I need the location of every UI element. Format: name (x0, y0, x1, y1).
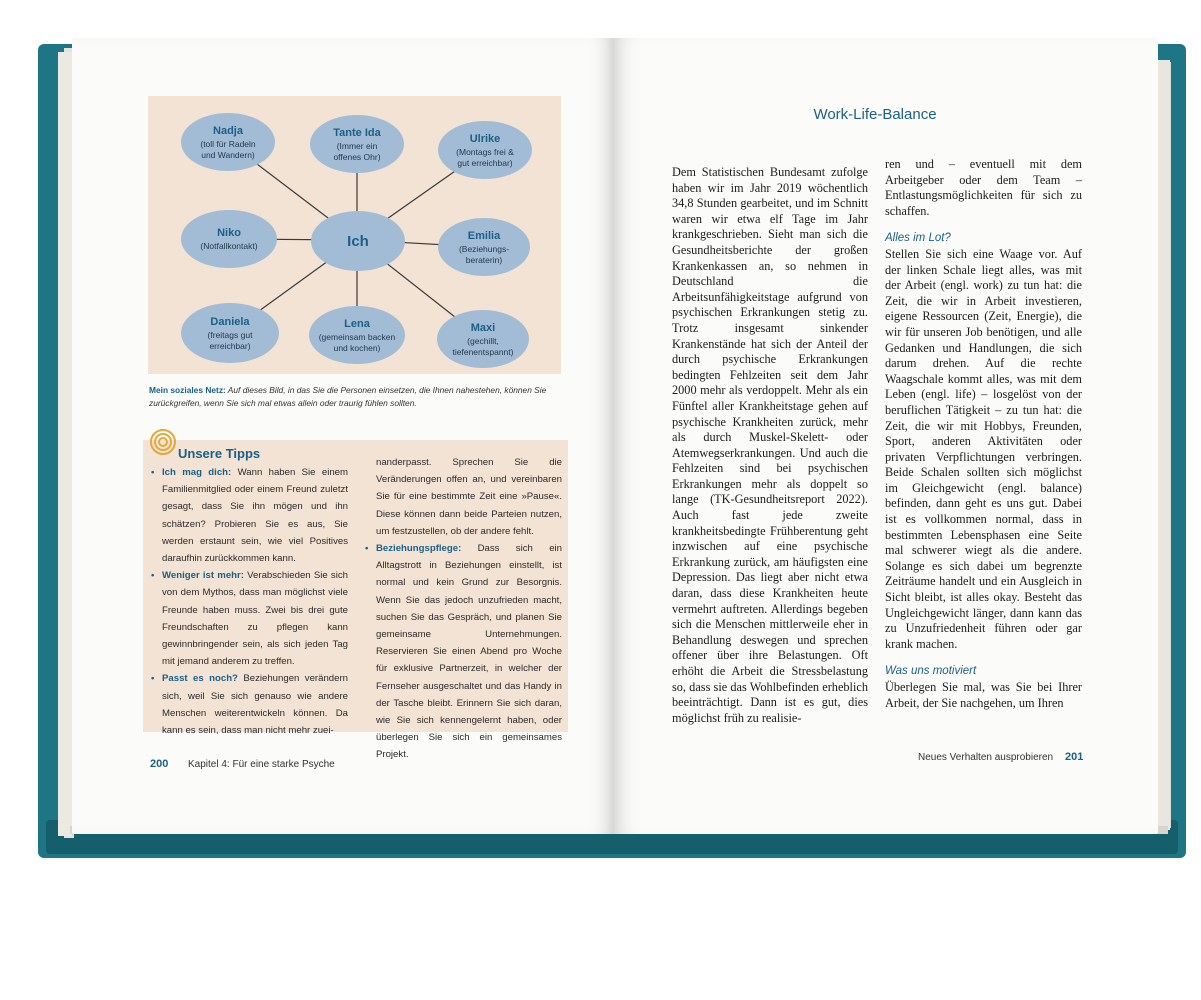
body-paragraph: Überlegen Sie mal, was Sie bei Ihrer Arbeit, der Sie nachgehen, um Ihren (885, 680, 1082, 710)
subheading: Was uns motiviert (885, 665, 977, 678)
page-number-right: 201 (1065, 751, 1084, 763)
section-heading: Work-Life-Balance (813, 106, 937, 123)
tips-column-2 (364, 454, 562, 764)
node-desc: und Wandern) (201, 149, 255, 160)
node-desc: (Notfallkontakt) (200, 241, 258, 251)
node-desc: offenes Ohr) (333, 151, 381, 162)
node-name: Maxi (470, 321, 496, 334)
node-name: Niko (217, 227, 241, 239)
node-desc: (Immer ein (336, 140, 378, 151)
body-paragraph: ren und – eventuell mit dem Arbeitgeber oder dem Team – Entlastungsmöglichkeiten für sich zu schaffen. (885, 157, 1082, 218)
subheading: Alles im Lot? (885, 232, 951, 245)
node-desc: gut erreichbar) (457, 157, 513, 168)
caption-text: Auf dieses Bild, in das Sie die Personen einsetzen, die Ihnen nahestehen, können Sie zurückgreifen, wenn Sie sich mal etwas allein oder traurig fühlen sollten. (149, 385, 547, 408)
diagram-node (181, 210, 277, 268)
tip-text: Beziehungen verändern sich, weil Sie sich genauso wie andere Menschen weiterentwickeln können. Da kann es sein, dass man nicht mehr zuei- (162, 673, 348, 737)
node-name: Ich (347, 232, 369, 250)
tip-continuation: nanderpasst. Sprechen Sie die Veränderungen offen an, und vereinbaren Sie für eine bestimmte Zeit eine »Pause«. Diese können dann beide Parteien nutzen, um festzustellen, ob der andere fehlt. (376, 457, 562, 537)
diagram-node (309, 306, 405, 364)
tip-label: Beziehungspflege: (376, 543, 462, 555)
tip-label: Ich mag dich: (162, 467, 232, 478)
tip-item (364, 540, 562, 764)
node-desc: (freitags gut (207, 329, 253, 340)
node-desc: (gemeinsam backen (318, 331, 396, 342)
tip-item (150, 567, 348, 670)
running-footer-left: Kapitel 4: Für eine starke Psyche (188, 759, 335, 770)
node-desc: (toll für Radeln (200, 138, 256, 149)
node-desc: und kochen) (333, 342, 381, 353)
tip-item (150, 464, 348, 567)
node-desc: (Montags frei & (456, 146, 514, 157)
node-desc: tiefenentspannt) (452, 346, 514, 357)
tips-column-1 (150, 464, 348, 739)
diagram-node (438, 121, 532, 179)
tips-title: Unsere Tipps (178, 446, 261, 461)
running-footer-right: Neues Verhalten ausprobieren (918, 752, 1054, 763)
tip-label: Passt es noch? (162, 673, 238, 685)
page-number-left: 200 (150, 758, 169, 770)
diagram-node (181, 113, 275, 171)
tip-text: Wann haben Sie einem Familienmitglied oder einem Freund zuletzt gesagt, dass Sie ihn mögen und ihn schätzen? Probieren Sie es aus, Sie werden erstaunt sein, wie viel Positives daraufhin zurückkommen kann. (162, 467, 348, 565)
node-name: Tante Ida (333, 126, 381, 139)
node-desc: (Beziehungs- (458, 243, 510, 254)
diagram-node (437, 310, 529, 368)
diagram-node (438, 218, 530, 276)
node-name: Daniela (210, 315, 250, 328)
tips-spiral-icon (149, 428, 177, 456)
node-desc: erreichbar) (209, 340, 251, 351)
node-name: Emilia (467, 229, 501, 242)
caption-label: Mein soziales Netz: (149, 385, 226, 395)
node-name: Lena (344, 317, 370, 330)
tip-label: Weniger ist mehr: (162, 570, 244, 582)
diagram-caption (149, 384, 559, 410)
node-desc: (gechillt, (467, 335, 499, 346)
body-column-2 (885, 157, 1082, 711)
tip-text: Dass sich ein Alltagstrott in Beziehungen einstellt, ist normal und kein Grund zur Besorgnis. Wenn Sie das jedoch unzufrieden macht, suchen Sie das Gespräch, und planen Sie gemeinsame Unternehmungen. Reservieren Sie einen Abend pro Woche für exklusive Partnerzeit, in welcher der Fernseher ausgeschaltet und das Handy in der Tasche bleibt. Erinnern Sie sich daran, wie Sie sich kennengelernt haben, oder überlegen Sie sich ein gemeinsames Projekt. (376, 543, 562, 761)
tip-text: Verabschieden Sie sich von dem Mythos, dass man möglichst viele Freunde haben muss. Zwei bis drei gute Freundschaften zu pflegen kann gewinnbringender sein, als sich jeden Tag mit jemand anderem zu treffen. (162, 570, 348, 668)
diagram-node (181, 303, 279, 363)
social-network-diagram (148, 96, 561, 374)
node-name: Ulrike (469, 132, 501, 145)
body-column-1: Dem Statistischen Bundesamt zufolge haben wir im Jahr 2019 wöchentlich 34,8 Stunden gearbeitet, und im Schnitt waren wir etwa elf Tage im Jahr krankgeschrieben. Sieht man sich die Gesundheitsberichte der großen Krankenkassen an, so nehmen in Deutschland die Arbeitsunfähigkeitstage aufgrund von psychischen Erkrankungen stetig zu. Trotz insgesamt sinkender Krankenstände hat sich der Anteil der durch psychische Erkrankungen bedingten Fehlzeiten seit dem Jahr 2000 mehr als verdoppelt. Mehr als ein Fünftel aller Krankheitstage gehen auf psychische Krankheiten zurück, mehr als durch Muskel-Skelett- oder Atemwegserkrankungen. Und auch die Fehlzeiten sind bei psychischen Erkrankungen mehr als doppelt so lange (TK-Gesundheitsreport 2022). Auch fast jede zweite krankheitsbedingte Frühberentung geht inzwischen auf eine psychische Erkrankung zurück, am häufigsten eine Depression. Das liegt aber nicht etwa daran, dass diese Krankheiten heute vermehrt auftreten. Allerdings begeben sich die Menschen mittlerweile eher in Behandlung deswegen und sprechen offener über ihre Belastungen. Oft erhöht die Arbeit die Stressbelastung so, dass sie das Wohlbefinden erheblich beeinträchtigt. Dann ist es gut, dies möglichst früh zu realisie- (672, 165, 868, 725)
tip-item (150, 670, 348, 739)
page-edges-left-inner (58, 52, 73, 836)
diagram-node-center (311, 211, 405, 271)
diagram-node (310, 115, 404, 173)
node-name: Nadja (213, 124, 243, 137)
body-paragraph: Stellen Sie sich eine Waage vor. Auf der linken Schale liegt alles, was mit der Arbeit (engl. work) zu tun hat: die Zeit, die wir in Arbeit investieren, eigene Ressourcen (Zeit, Energie), die wir für unseren Job benötigen, und alle Gedanken und Handlungen, die sich darum drehen. Auf die rechte Waagschale kommt alles, was mit dem Leben (engl. life) – losgelöst von der beruflichen Tätigkeit – zu tun hat: die Zeit, die wir mit Hobbys, Freunden, Sport, anderen Aktivitäten oder privaten Verpflichtungen verbringen. Beide Schalen sollten sich möglichst im Gleichgewicht (engl. balance) befinden, dann geht es uns gut. Dabei ist es vollkommen normal, dass in bestimmten Lebensphasen eine Seite mal schwerer wiegt als die andere. Solange es sich dabei um begrenzte Zeiträume handelt und ein Ausgleich in Sicht bleibt, ist alles okay. Besteht das Ungleichgewicht länger, dann kann das zu Unzufriedenheit führen oder gar krank machen. (885, 246, 1082, 651)
node-desc: beraterin) (465, 254, 503, 265)
